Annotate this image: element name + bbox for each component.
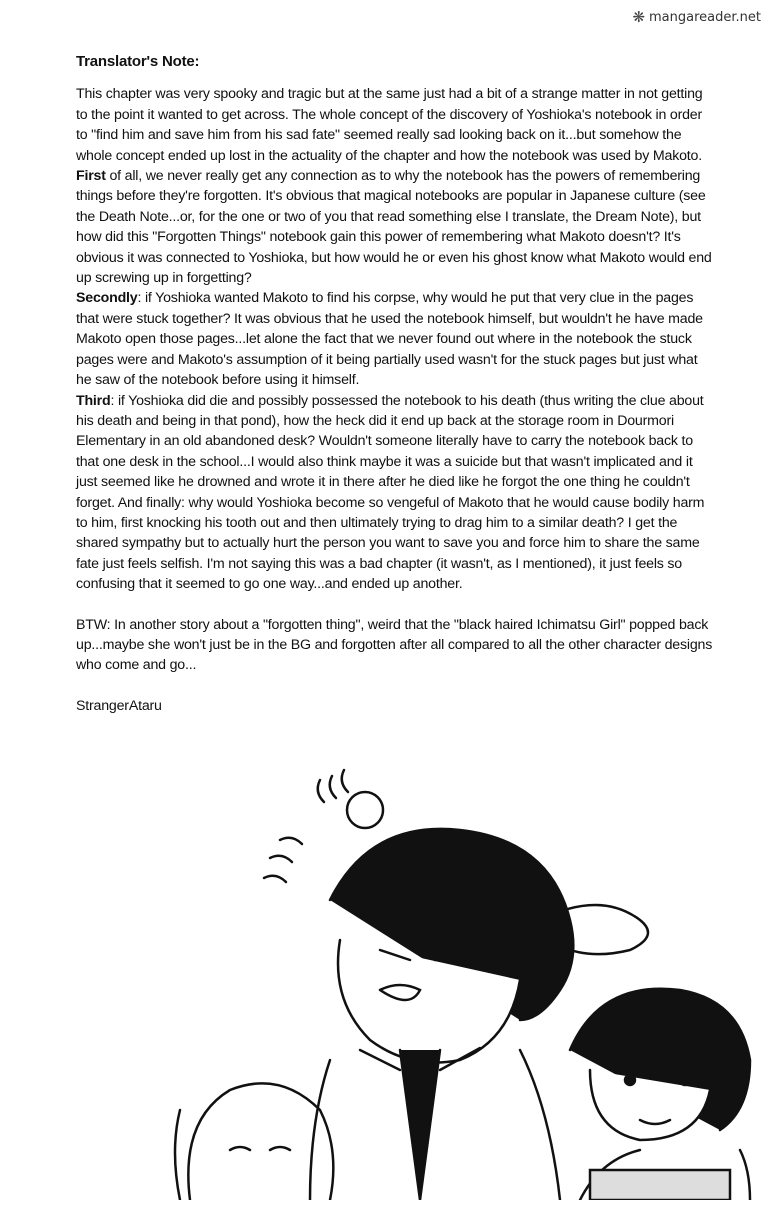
cat-logo-icon: ❋ — [632, 8, 646, 26]
note-second — [76, 288, 716, 390]
note-first — [76, 166, 716, 288]
note-third — [76, 391, 716, 595]
signature: StrangerAtaru — [76, 697, 162, 714]
first-text: of all, we never really get any connection as to why the notebook has the powers of remembering things before they're forgotten. It's obvious that magical notebooks are popular in Japanese culture (see the Death Note...or, for the one or two of you that read something else I translate, the Dream Note), but how did this "Forgotten Things" notebook gain this power of remembering what Makoto doesn't? It's obvious it was connected to Yoshioka, but how would he or even his ghost know what Makoto would end up screwing up in forgetting? — [76, 168, 712, 287]
note-intro: This chapter was very spooky and tragic but at the same just had a bit of a strange matter in not getting to the point it wanted to get across. The whole concept of the discovery of Yoshioka's notebook in order to "find him and save him from his sad fate" seemed really sad looking back on it...but somehow the whole concept ended up lost in the actuality of the chapter and how the notebook was used by Makoto. — [76, 86, 703, 164]
note-btw: BTW: In another story about a "forgotten thing", weird that the "black haired Ichimatsu Girl" popped back up...maybe she won't just be in the BG and forgotten after all compared to all the other character designs who come and go... — [76, 616, 713, 674]
second-text: : if Yoshioka wanted Makoto to find his corpse, why would he put that very clue in the pages that were stuck together? It was obvious that he used the notebook himself, but wouldn't he have made Makoto open those pages...let alone the fact that we never found out where in the notebook the stuck pages were and Makoto's assumption of it being partially used wasn't for the stuck pages but just what he saw of the notebook before using it himself. — [76, 290, 703, 389]
watermark-text: mangareader.net — [649, 9, 761, 25]
watermark — [632, 8, 761, 26]
central-boy — [310, 792, 573, 1200]
third-text: : if Yoshioka did die and possibly possessed the notebook to his death (thus writing the clue about his death and being in that pond), how the heck did it end up back at the storage room in Dourmori Elementary in an old abandoned desk? Wouldn't someone literally have to carry the notebook back to that one desk in the school...I would also think maybe it was a suicide but that wasn't implicated and it just seemed like he drowned and wrote it in there after he died like he forgot the one thing he couldn't forget. And finally: why would Yoshioka become so vengeful of Makoto that he would cause bodily harm to him, first knocking his tooth out and then ultimately trying to drag him to a similar death? I get the shared sympathy but to actually hurt the person you want to save you and force him to share the same fate just feels selfish. I'm not saying this was a bad chapter (it wasn't, as I mentioned), it just feels so confusing that it seemed to go one way...and ended up another. — [76, 392, 705, 593]
translator-note — [76, 52, 716, 716]
third-label: Third — [76, 392, 111, 409]
manga-characters-illustration — [160, 730, 760, 1200]
right-boy — [570, 989, 750, 1200]
second-label: Secondly — [76, 290, 138, 307]
note-title: Translator's Note: — [76, 53, 200, 70]
first-label: First — [76, 168, 106, 185]
